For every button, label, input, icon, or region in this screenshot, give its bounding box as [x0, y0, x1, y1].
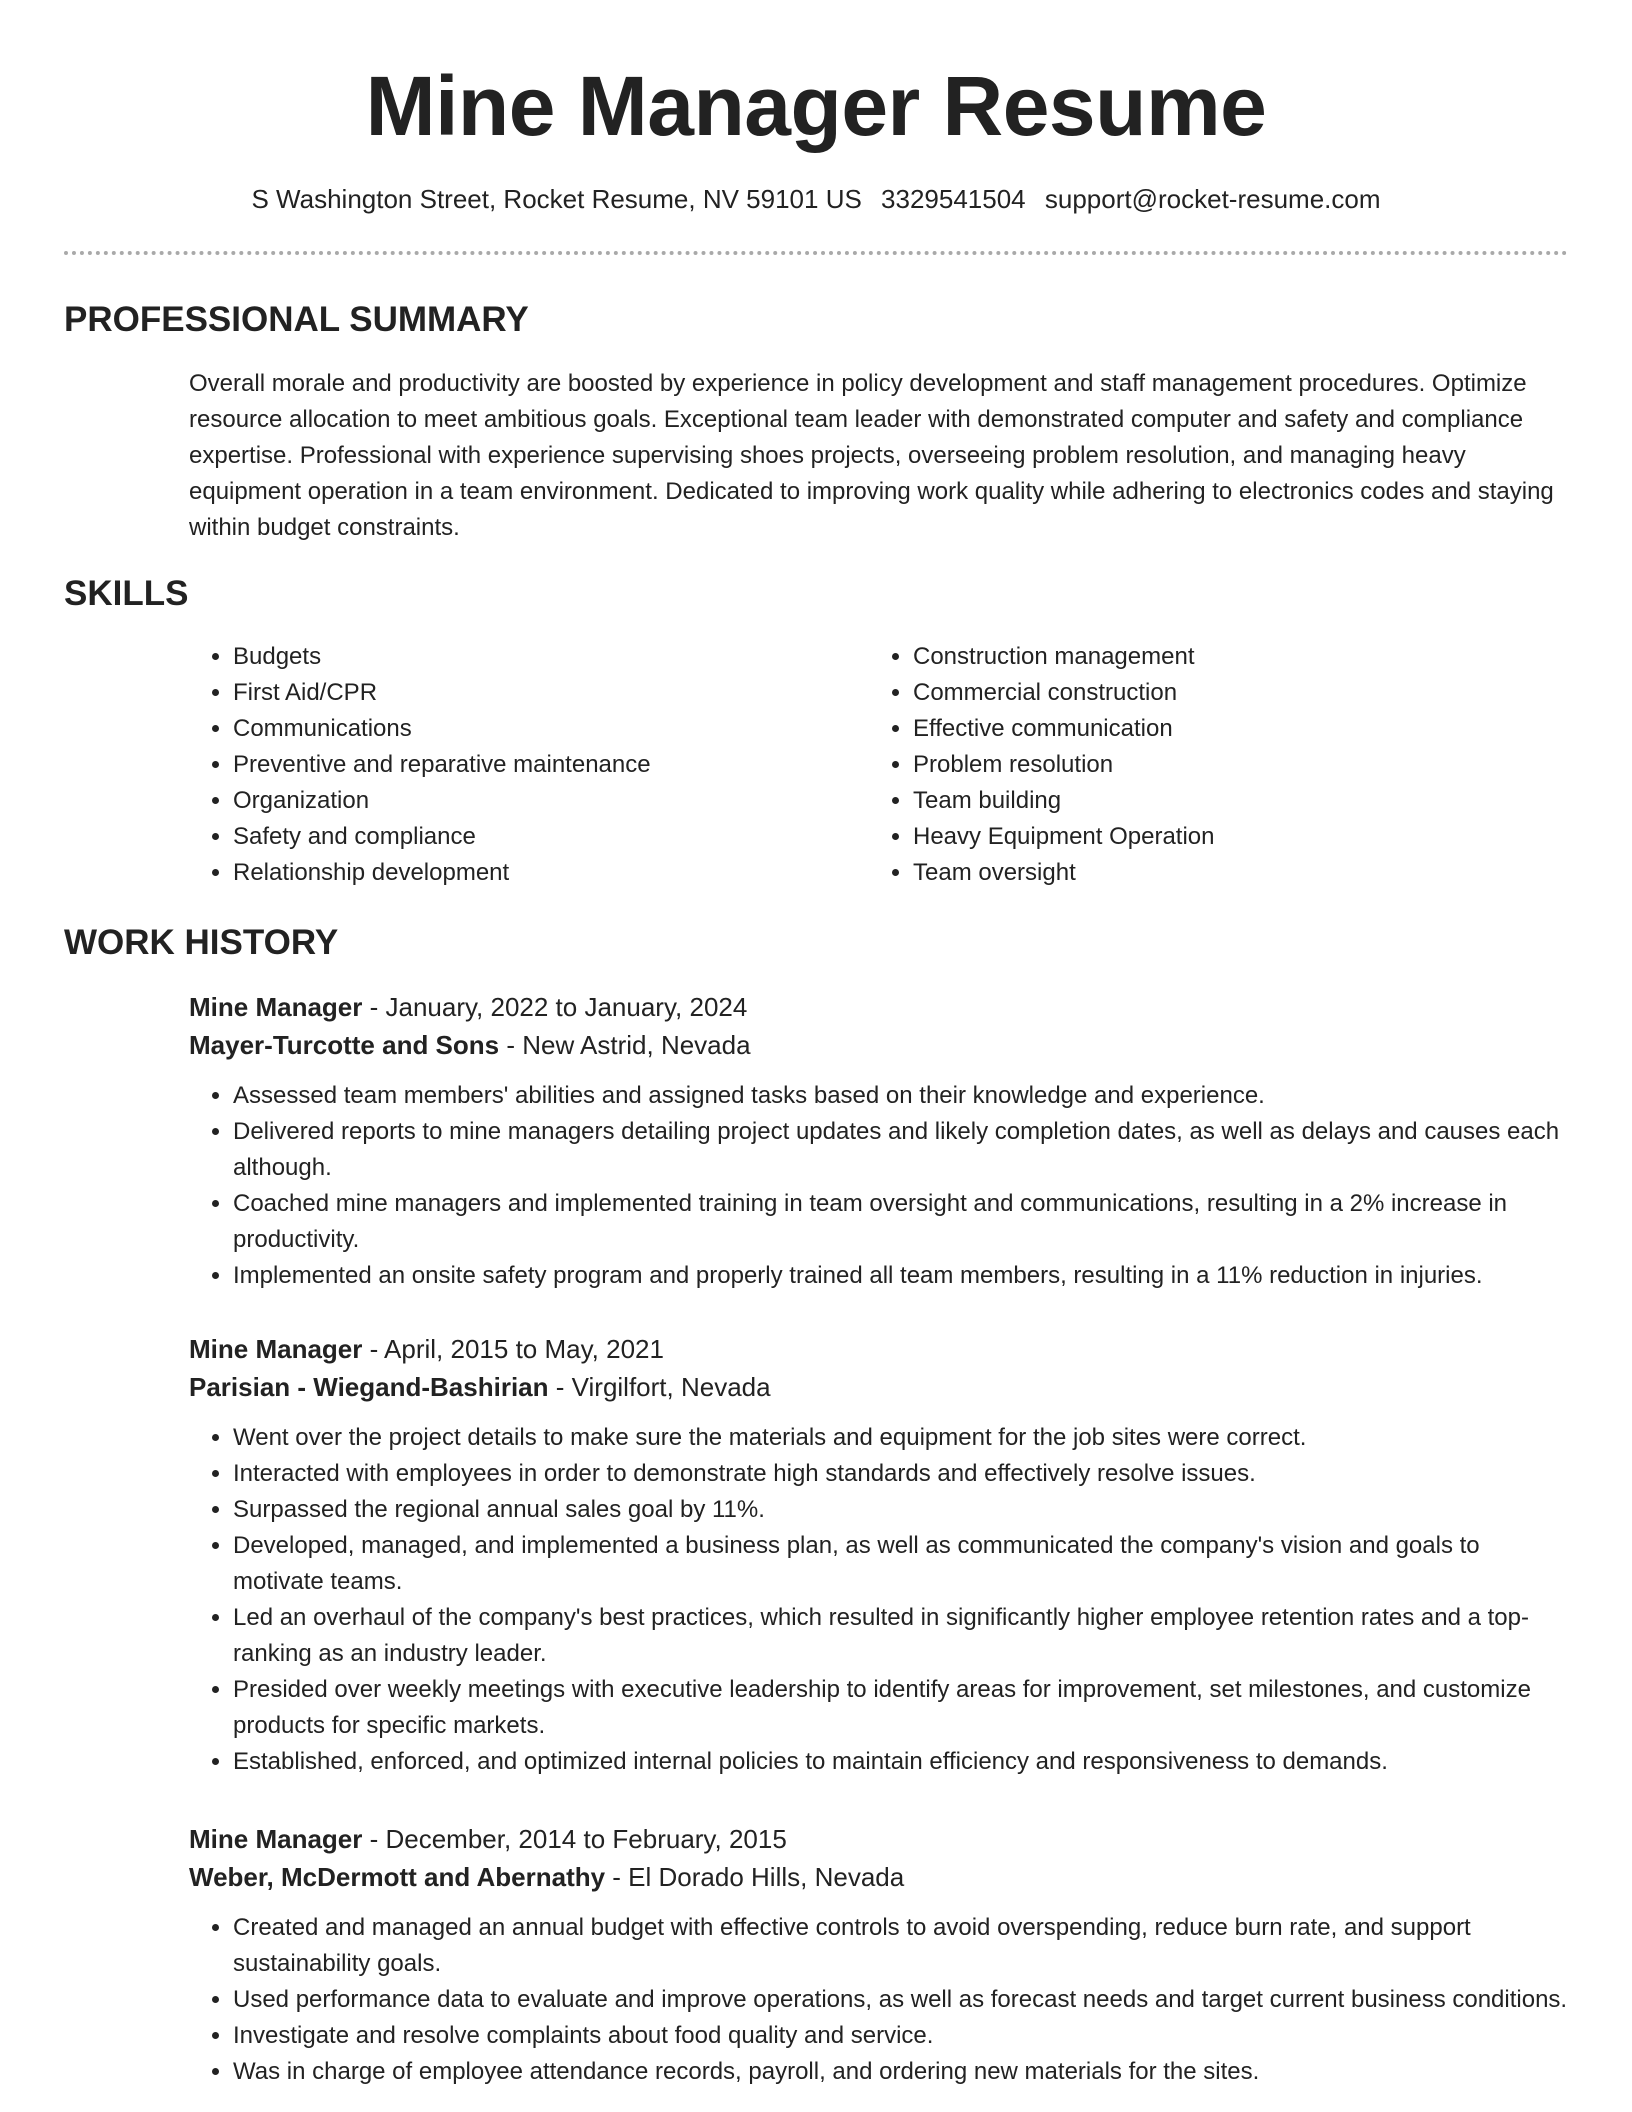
job-dates: - April, 2015 to May, 2021: [362, 1334, 664, 1364]
skill-item: • Team oversight: [913, 855, 1509, 891]
job-dates: - December, 2014 to February, 2015: [362, 1824, 787, 1854]
skills-heading: SKILLS: [64, 574, 189, 613]
job-title-line: [189, 1820, 1569, 1858]
contact-address: S Washington Street, Rocket Resume, NV 59101 US: [251, 184, 862, 214]
header-divider: [64, 251, 1568, 255]
job-bullet: • Coached mine managers and implemented training in team oversight and communications, resulting in a 2% increase in productivity.: [233, 1186, 1569, 1258]
job-company-line: [189, 1368, 1569, 1406]
skills-column-left: [189, 639, 829, 891]
job-bullet: • Created and managed an annual budget with effective controls to avoid overspending, reduce burn rate, and support sustainability goals.: [233, 1910, 1569, 1982]
contact-line: [0, 182, 1632, 216]
job-entry: [189, 1820, 1569, 2090]
skill-item: • First Aid/CPR: [233, 675, 829, 711]
job-bullets: [189, 1078, 1569, 1294]
job-bullet: • Assessed team members' abilities and assigned tasks based on their knowledge and experience.: [233, 1078, 1569, 1114]
job-dates: - January, 2022 to January, 2024: [362, 992, 748, 1022]
skill-item: • Problem resolution: [913, 747, 1509, 783]
job-location: - New Astrid, Nevada: [499, 1030, 751, 1060]
job-bullet: • Was in charge of employee attendance records, payroll, and ordering new materials for the sites.: [233, 2054, 1569, 2090]
skill-item: • Organization: [233, 783, 829, 819]
skill-item: • Effective communication: [913, 711, 1509, 747]
skills-list-right: [869, 639, 1509, 891]
skill-item: • Commercial construction: [913, 675, 1509, 711]
job-bullet: • Delivered reports to mine managers detailing project updates and likely completion dates, as well as delays and causes each although.: [233, 1114, 1569, 1186]
skill-item: • Safety and compliance: [233, 819, 829, 855]
job-bullets: [189, 1420, 1569, 1780]
skill-item: • Budgets: [233, 639, 829, 675]
job-bullet: • Presided over weekly meetings with executive leadership to identify areas for improvement, set milestones, and customize products for specific markets.: [233, 1672, 1569, 1744]
job-bullet: • Interacted with employees in order to demonstrate high standards and effectively resolve issues.: [233, 1456, 1569, 1492]
skill-item: • Team building: [913, 783, 1509, 819]
job-title-line: [189, 988, 1569, 1026]
resume-title: Mine Manager Resume: [365, 59, 1267, 153]
job-company: Weber, McDermott and Abernathy: [189, 1862, 606, 1892]
job-bullet: • Used performance data to evaluate and improve operations, as well as forecast needs and target current business conditions.: [233, 1982, 1569, 2018]
contact-phone: 3329541504: [881, 184, 1026, 214]
job-location: - Virgilfort, Nevada: [548, 1372, 771, 1402]
job-bullet: • Implemented an onsite safety program and properly trained all team members, resulting in a 11% reduction in injuries.: [233, 1258, 1569, 1294]
skills-column-right: [869, 639, 1509, 891]
job-role: Mine Manager: [189, 1334, 363, 1364]
summary-text: Overall morale and productivity are boosted by experience in policy development and staff management procedures. Optimize resource allocation to meet ambitious goals. Exceptional team leader with demonstrated computer and safety and compliance expertise. Professional with experience supervising shoes projects, overseeing problem resolution, and managing heavy equipment operation in a team environment. Dedicated to improving work quality while adhering to electronics codes and staying within budget constraints.: [189, 370, 1554, 541]
job-bullet: • Developed, managed, and implemented a business plan, as well as communicated the company's vision and goals to motivate teams.: [233, 1528, 1569, 1600]
job-company-line: [189, 1858, 1569, 1896]
job-company: Parisian - Wiegand-Bashirian: [189, 1372, 549, 1402]
job-bullet: • Established, enforced, and optimized internal policies to maintain efficiency and responsiveness to demands.: [233, 1744, 1569, 1780]
job-bullet: • Went over the project details to make sure the materials and equipment for the job sites were correct.: [233, 1420, 1569, 1456]
skill-item: • Preventive and reparative maintenance: [233, 747, 829, 783]
skills-list-left: [189, 639, 829, 891]
job-bullet: • Investigate and resolve complaints about food quality and service.: [233, 2018, 1569, 2054]
work-history-heading: WORK HISTORY: [64, 923, 339, 962]
job-company: Mayer-Turcotte and Sons: [189, 1030, 500, 1060]
skill-item: • Heavy Equipment Operation: [913, 819, 1509, 855]
skill-item: • Communications: [233, 711, 829, 747]
job-title-line: [189, 1330, 1569, 1368]
summary-heading: PROFESSIONAL SUMMARY: [64, 300, 529, 339]
job-entry: [189, 1330, 1569, 1780]
skill-item: • Construction management: [913, 639, 1509, 675]
job-company-line: [189, 1026, 1569, 1064]
job-entry: [189, 988, 1569, 1294]
job-bullet: • Surpassed the regional annual sales goal by 11%.: [233, 1492, 1569, 1528]
job-role: Mine Manager: [189, 992, 363, 1022]
job-role: Mine Manager: [189, 1824, 363, 1854]
job-location: - El Dorado Hills, Nevada: [605, 1862, 905, 1892]
contact-email: support@rocket-resume.com: [1044, 184, 1381, 214]
job-bullet: • Led an overhaul of the company's best practices, which resulted in significantly higher employee retention rates and a top-ranking as an industry leader.: [233, 1600, 1569, 1672]
skill-item: • Relationship development: [233, 855, 829, 891]
job-bullets: [189, 1910, 1569, 2090]
